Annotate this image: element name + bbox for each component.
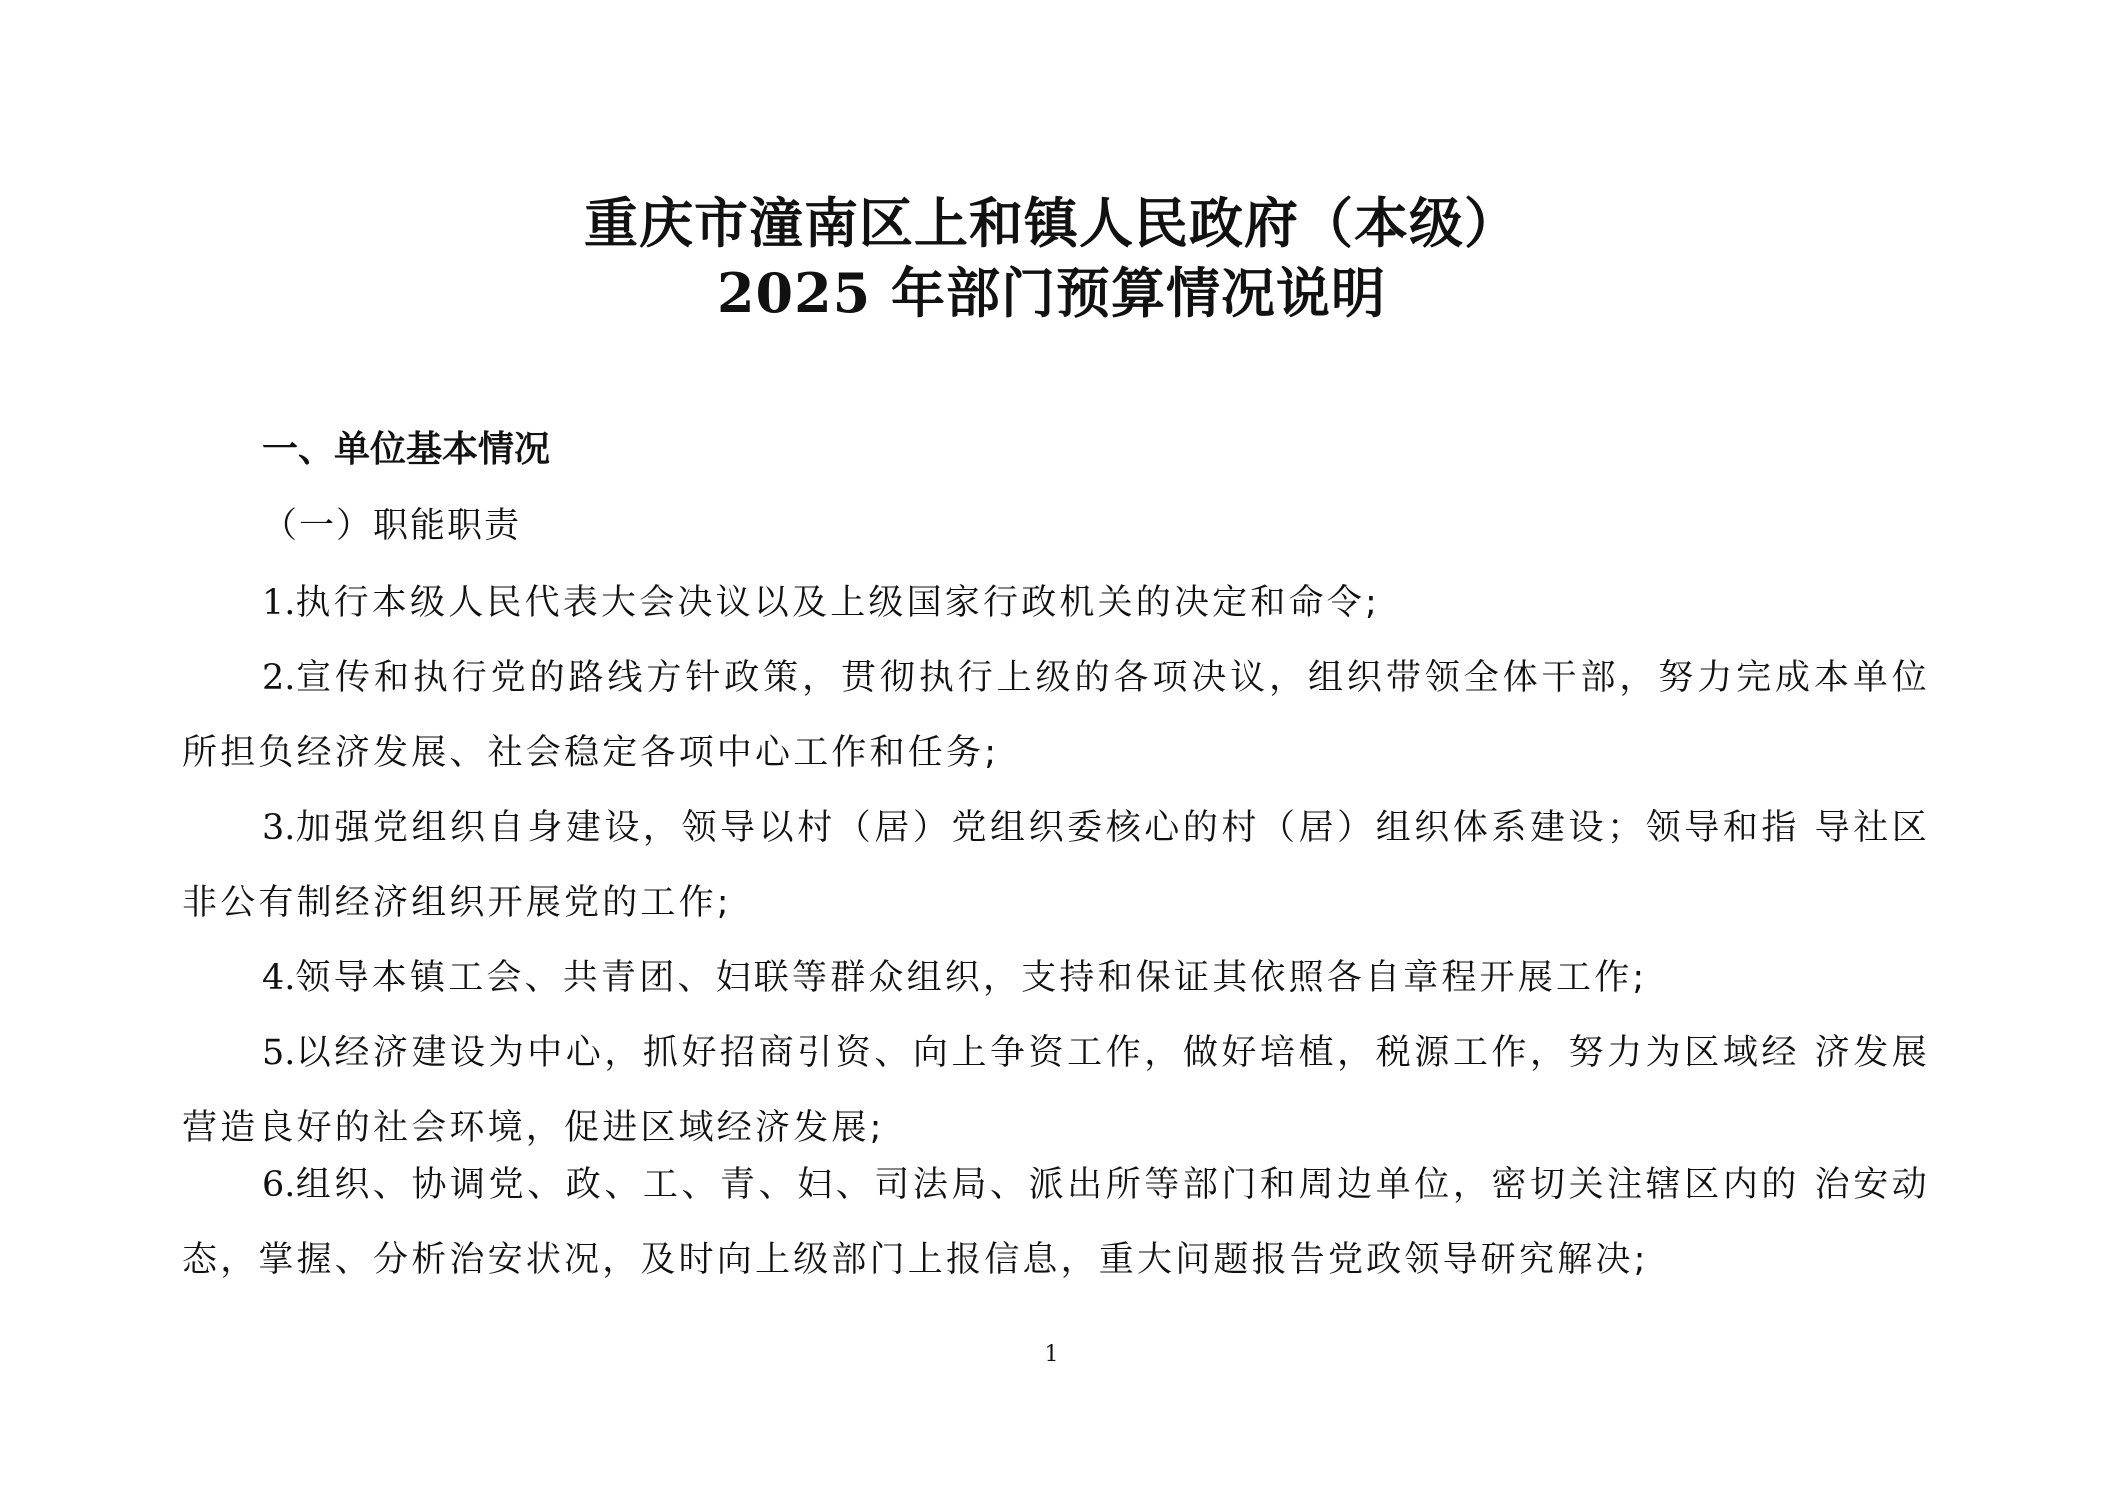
duty-item-2 <box>182 641 1930 791</box>
duty-item-6 <box>182 1148 1930 1298</box>
section-heading: 一、单位基本情况 <box>262 429 551 470</box>
duty-item-number: 5. <box>262 1033 296 1073</box>
duty-item-5 <box>182 1016 1930 1166</box>
duty-item-text: 组织、协调党、政、工、青、妇、司法局、派出所等部门和周边单位，密切关注辖区内的 治安动态，掌握、分析治安状况，及时向上级部门上报信息，重大问题报告党政领导研究解决; <box>182 1165 1930 1280</box>
subsection-heading: （一）职能职责 <box>262 506 522 546</box>
document-title-line-2: 2025 年部门预算情况说明 <box>716 261 1387 325</box>
duty-item-number: 4. <box>262 958 296 998</box>
duty-item-4 <box>182 941 1930 1016</box>
duty-item-text: 加强党组织自身建设，领导以村（居）党组织委核心的村（居）组织体系建设；领导和指 导社区非公有制经济组织开展党的工作; <box>182 808 1930 923</box>
duty-item-number: 1. <box>262 583 296 623</box>
document-title-line-1: 重庆市潼南区上和镇人民政府（本级） <box>584 191 1519 255</box>
duty-item-text: 以经济建设为中心，抓好招商引资、向上争资工作，做好培植，税源工作，努力为区域经 济发展营造良好的社会环境，促进区域经济发展; <box>182 1033 1930 1148</box>
duty-item-number: 3. <box>262 808 296 848</box>
duty-item-3 <box>182 791 1930 941</box>
duty-item-text: 执行本级人民代表大会决议以及上级国家行政机关的决定和命令; <box>295 583 1381 623</box>
page-number: 1 <box>1044 1342 1059 1367</box>
duty-item-1 <box>182 566 1930 641</box>
duty-item-number: 6. <box>262 1165 296 1205</box>
duty-item-number: 2. <box>262 658 296 698</box>
duty-item-text: 宣传和执行党的路线方针政策，贯彻执行上级的各项决议，组织带领全体干部，努力完成本单位所担负经济发展、社会稳定各项中心工作和任务; <box>182 658 1930 773</box>
duty-item-text: 领导本镇工会、共青团、妇联等群众组织，支持和保证其依照各自章程开展工作; <box>295 958 1648 998</box>
